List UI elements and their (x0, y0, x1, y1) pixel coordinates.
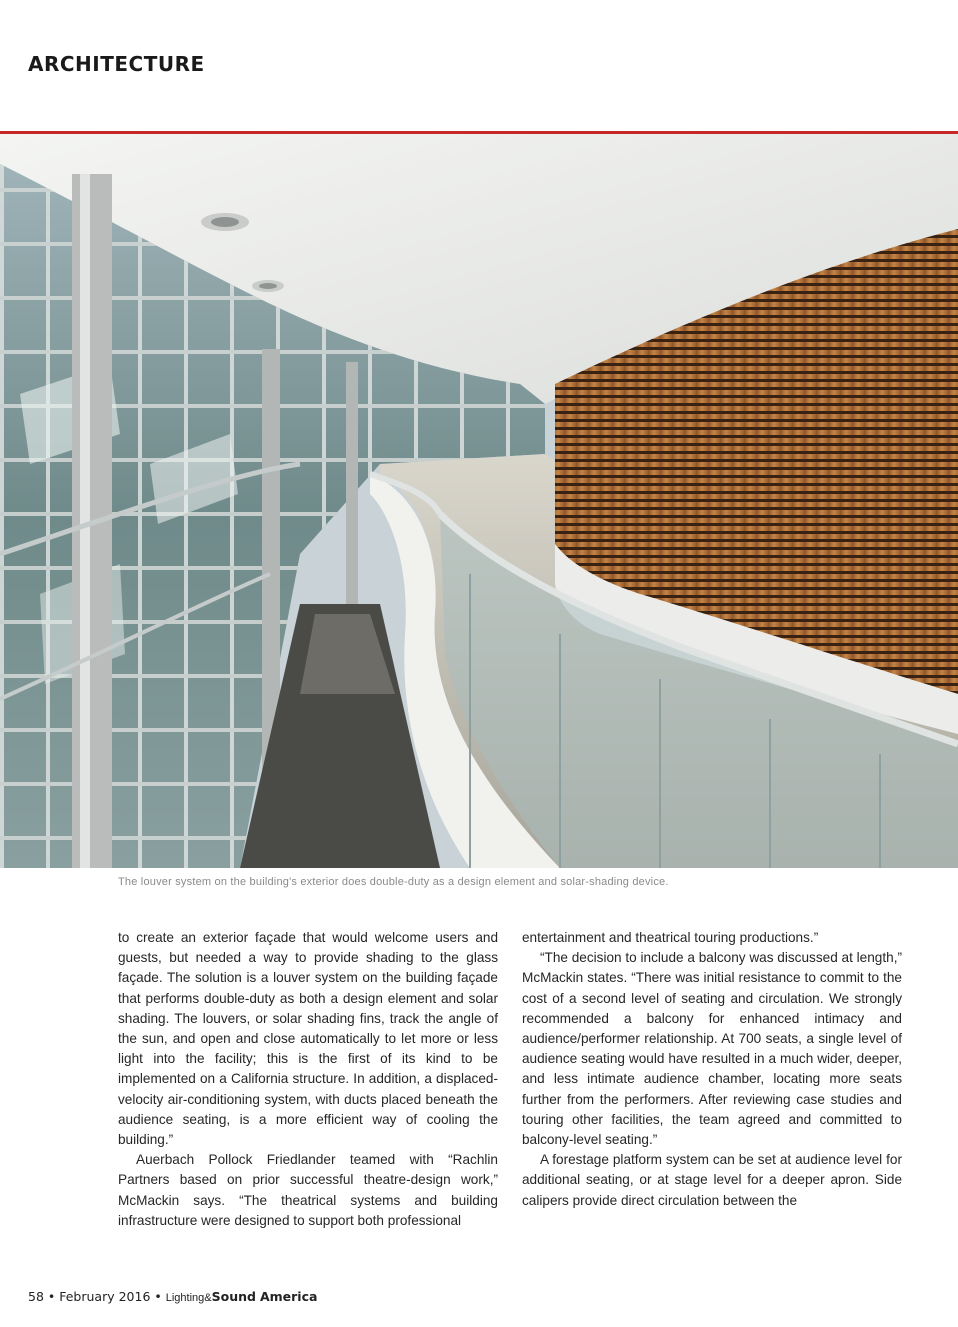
folio: 58 • February 2016 • (28, 1289, 162, 1304)
publication-name-light: Lighting& (165, 1292, 212, 1304)
photo-caption: The louver system on the building's exterior does double-duty as a design element and solar-shading device. (118, 876, 669, 888)
page-footer (28, 1289, 317, 1304)
article-column-right (522, 928, 902, 1211)
publication-name-bold: Sound (211, 1289, 256, 1304)
paragraph: entertainment and theatrical touring productions.” (522, 930, 819, 945)
paragraph: “The decision to include a balcony was discussed at length,” McMackin states. “There was initial resistance to commit to the cost of a second level of seating and circulation. We strongly recommended a balcony for enhanced intimacy and audience/performer relationship. At 700 seats, a single level of audience seating would have resulted in a much wider, deeper, and less intimate audience chamber, locating more seats further from the performers. After reviewing case studies and touring other facilities, the team agreed and committed to balcony-level seating.” (522, 950, 902, 1148)
section-title: ARCHITECTURE (28, 52, 205, 76)
paragraph: to create an exterior façade that would welcome users and guests, but needed a way to provide shading to the glass façade. The solution is a louver system on the building façade that performs double-duty as both a design element and solar shading. The louvers, or solar shading fins, track the angle of the sun, and open and close automatically to let more or less light into the facility; this is the first of its kind to be implemented on a California structure. In addition, a displaced-velocity air-conditioning system, with ducts placed beneath the audience seating, is a more efficient way of cooling the building.” (118, 930, 498, 1148)
article-column-left (118, 928, 498, 1231)
atrium-photo (0, 134, 958, 868)
publication-name-end: America (259, 1289, 318, 1304)
paragraph: Auerbach Pollock Friedlander teamed with “Rachlin Partners based on prior successful theatre-design work,” McMackin says. “The theatrical systems and building infrastructure were designed to support both professional (118, 1152, 498, 1228)
paragraph: A forestage platform system can be set at audience level for additional seating, or at stage level for a deeper apron. Side calipers provide direct circulation between the (522, 1152, 902, 1208)
